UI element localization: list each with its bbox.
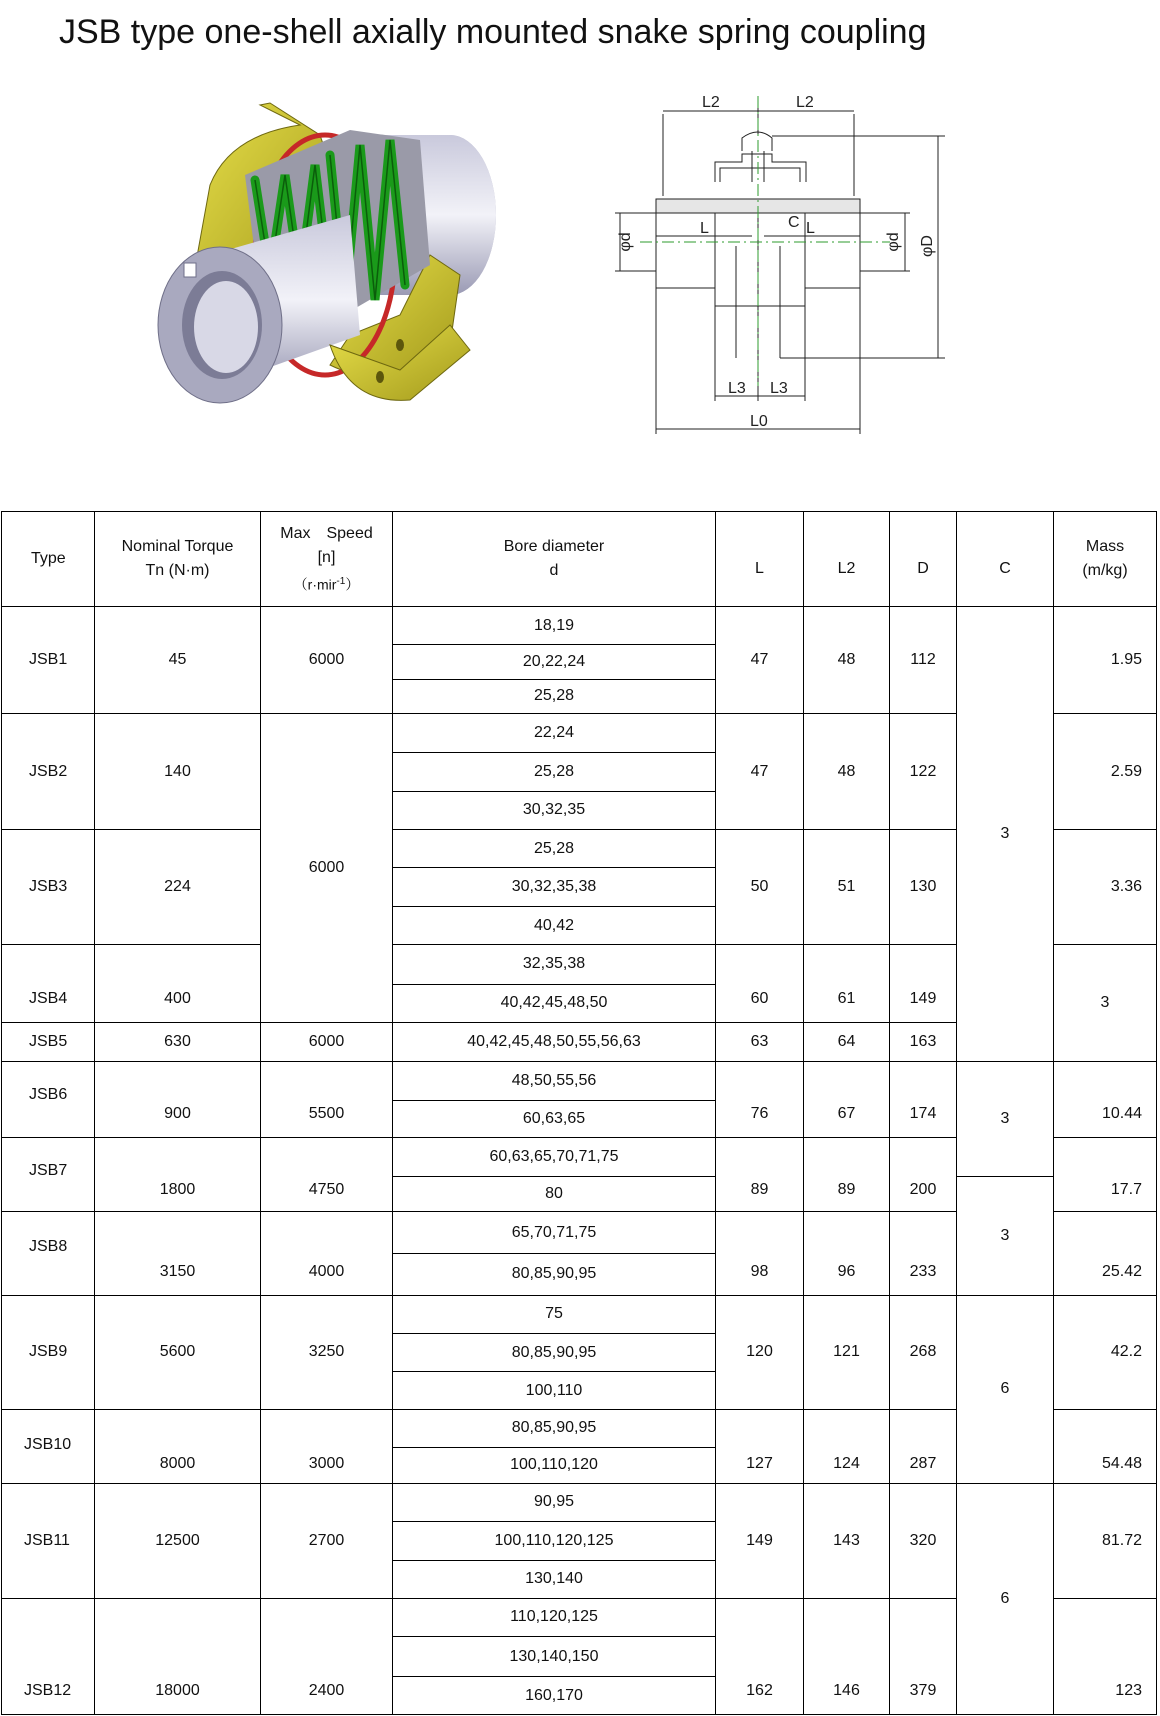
d-cell: 174 [890, 1062, 957, 1138]
mass-cell: 2.59 [1054, 713, 1157, 829]
bore-cell: 60,63,65,70,71,75 [393, 1138, 716, 1176]
d-cell: 268 [890, 1295, 957, 1409]
table-row [2, 1062, 1157, 1100]
table-row [2, 606, 1157, 644]
mass-cell: 17.7 [1054, 1138, 1157, 1212]
type-cell: JSB3 [2, 830, 95, 945]
l-cell: 47 [716, 606, 804, 713]
mass-cell: 3.36 [1054, 830, 1157, 945]
d-cell: 163 [890, 1023, 957, 1062]
speed-cell: 2400 [261, 1598, 393, 1714]
bore-cell: 25,28 [393, 679, 716, 713]
header-speed-unit: （r·mir [293, 576, 337, 593]
dim-label-l3-left: L3 [728, 380, 746, 397]
dim-label-c: C [788, 214, 800, 231]
bore-cell: 65,70,71,75 [393, 1211, 716, 1253]
torque-cell: 8000 [95, 1409, 261, 1483]
bore-cell: 30,32,35 [393, 791, 716, 829]
header-speed-unit-sup: -1 [336, 575, 346, 587]
c-cell: 6 [957, 1483, 1054, 1715]
l-cell: 63 [716, 1023, 804, 1062]
d-cell: 200 [890, 1138, 957, 1212]
l2-cell: 143 [804, 1483, 890, 1598]
bore-cell: 75 [393, 1295, 716, 1333]
l2-cell: 96 [804, 1211, 890, 1295]
mass-cell: 25.42 [1054, 1211, 1157, 1295]
bore-cell: 22,24 [393, 713, 716, 752]
bore-cell: 20,22,24 [393, 645, 716, 679]
header-bore-line2: d [549, 561, 559, 579]
dim-label-phi-d-right: φd [885, 232, 902, 252]
d-cell: 287 [890, 1409, 957, 1483]
l2-cell: 64 [804, 1023, 890, 1062]
l-cell: 50 [716, 830, 804, 945]
torque-cell: 224 [95, 830, 261, 945]
header-l: L [716, 512, 804, 607]
table-row [2, 1483, 1157, 1521]
type-cell: JSB9 [2, 1295, 95, 1409]
header-bore [393, 512, 716, 607]
type-cell: JSB2 [2, 713, 95, 829]
c-cell: 3 [957, 1176, 1054, 1295]
type-cell: JSB6 [2, 1062, 95, 1138]
bore-cell: 25,28 [393, 753, 716, 791]
c-cell: 3 [1054, 945, 1157, 1062]
header-speed-line1: Max Speed [280, 524, 373, 542]
bore-cell: 100,110,120,125 [393, 1521, 716, 1560]
bore-cell: 18,19 [393, 606, 716, 644]
header-mass-line2: (m/kg) [1082, 561, 1128, 579]
header-speed-line2: [n] [317, 548, 336, 566]
bore-cell: 100,110 [393, 1372, 716, 1409]
d-cell: 233 [890, 1211, 957, 1295]
speed-cell: 3250 [261, 1295, 393, 1409]
type-cell: JSB5 [2, 1023, 95, 1062]
speed-cell: 3000 [261, 1409, 393, 1483]
bore-cell: 130,140 [393, 1561, 716, 1598]
bore-cell: 160,170 [393, 1677, 716, 1715]
dim-label-l-left: L [700, 220, 709, 237]
dim-label-l-right: L [806, 220, 815, 237]
l2-cell: 48 [804, 713, 890, 829]
mass-cell: 10.44 [1054, 1062, 1157, 1138]
bore-cell: 110,120,125 [393, 1598, 716, 1636]
d-cell: 112 [890, 606, 957, 713]
bore-cell: 130,140,150 [393, 1637, 716, 1677]
c-cell: 3 [957, 1062, 1054, 1176]
bore-cell: 80 [393, 1176, 716, 1211]
l2-cell: 124 [804, 1409, 890, 1483]
page-title: JSB type one-shell axially mounted snake spring coupling [59, 13, 927, 51]
torque-cell: 12500 [95, 1483, 261, 1598]
l-cell: 127 [716, 1409, 804, 1483]
dim-label-l0: L0 [750, 413, 768, 430]
bore-cell: 40,42,45,48,50,55,56,63 [393, 1023, 716, 1062]
bore-cell: 25,28 [393, 830, 716, 868]
l2-cell: 67 [804, 1062, 890, 1138]
torque-cell: 3150 [95, 1211, 261, 1295]
bore-cell: 48,50,55,56 [393, 1062, 716, 1100]
mass-cell: 81.72 [1054, 1483, 1157, 1598]
header-type: Type [2, 512, 95, 607]
l-cell: 162 [716, 1598, 804, 1714]
torque-cell: 1800 [95, 1138, 261, 1212]
l2-cell: 89 [804, 1138, 890, 1212]
header-torque [95, 512, 261, 607]
header-mass [1054, 512, 1157, 607]
l2-cell: 48 [804, 606, 890, 713]
torque-cell: 140 [95, 713, 261, 829]
d-cell: 122 [890, 713, 957, 829]
l-cell: 98 [716, 1211, 804, 1295]
l-cell: 149 [716, 1483, 804, 1598]
speed-cell: 5500 [261, 1062, 393, 1138]
l-cell: 47 [716, 713, 804, 829]
speed-cell: 4750 [261, 1138, 393, 1212]
torque-cell: 5600 [95, 1295, 261, 1409]
d-cell: 379 [890, 1598, 957, 1714]
bore-cell: 40,42 [393, 906, 716, 944]
l2-cell: 61 [804, 945, 890, 1023]
mass-cell: 1.95 [1054, 606, 1157, 713]
type-cell: JSB8 [2, 1211, 95, 1295]
bore-cell: 100,110,120 [393, 1448, 716, 1483]
table-row [2, 1295, 1157, 1333]
l2-cell: 121 [804, 1295, 890, 1409]
torque-cell: 630 [95, 1023, 261, 1062]
header-l2: L2 [804, 512, 890, 607]
header-row [2, 512, 1157, 607]
header-speed-unit-close: ） [345, 576, 360, 593]
speed-cell: 4000 [261, 1211, 393, 1295]
dim-label-phi-d-left: φd [617, 232, 634, 252]
bore-cell: 80,85,90,95 [393, 1254, 716, 1295]
type-cell: JSB11 [2, 1483, 95, 1598]
speed-cell: 6000 [261, 1023, 393, 1062]
l-cell: 120 [716, 1295, 804, 1409]
header-speed [261, 512, 393, 607]
type-cell: JSB10 [2, 1409, 95, 1483]
dim-label-phi-D: φD [919, 235, 936, 257]
bore-cell: 80,85,90,95 [393, 1334, 716, 1372]
l-cell: 60 [716, 945, 804, 1023]
type-cell: JSB7 [2, 1138, 95, 1212]
c-cell: 3 [957, 606, 1054, 1061]
speed-cell: 2700 [261, 1483, 393, 1598]
d-cell: 320 [890, 1483, 957, 1598]
type-cell: JSB1 [2, 606, 95, 713]
l-cell: 76 [716, 1062, 804, 1138]
mass-cell: 54.48 [1054, 1409, 1157, 1483]
bore-cell: 30,32,35,38 [393, 868, 716, 906]
dim-label-l2-right: L2 [796, 94, 814, 111]
header-mass-line1: Mass [1085, 537, 1125, 555]
l-cell: 89 [716, 1138, 804, 1212]
torque-cell: 900 [95, 1062, 261, 1138]
bore-cell: 40,42,45,48,50 [393, 984, 716, 1022]
d-cell: 149 [890, 945, 957, 1023]
header-d: D [890, 512, 957, 607]
technical-drawing [617, 94, 1040, 486]
d-cell: 130 [890, 830, 957, 945]
header-torque-line2: Tn (N·m) [145, 561, 210, 579]
dim-label-l3-right: L3 [770, 380, 788, 397]
header-bore-line1: Bore diameter [503, 537, 605, 555]
type-cell: JSB12 [2, 1598, 95, 1714]
spec-table [1, 511, 1157, 1715]
l2-cell: 146 [804, 1598, 890, 1714]
speed-cell: 6000 [261, 713, 393, 1022]
coupling-illustration [150, 105, 550, 415]
speed-cell: 6000 [261, 606, 393, 713]
bore-cell: 32,35,38 [393, 945, 716, 984]
torque-cell: 400 [95, 945, 261, 1023]
type-cell: JSB4 [2, 945, 95, 1023]
c-cell: 6 [957, 1295, 1054, 1483]
header-c: C [957, 512, 1054, 607]
mass-cell: 123 [1054, 1598, 1157, 1714]
bore-cell: 60,63,65 [393, 1100, 716, 1137]
bore-cell: 80,85,90,95 [393, 1409, 716, 1447]
torque-cell: 18000 [95, 1598, 261, 1714]
dim-label-l2-left: L2 [702, 94, 720, 111]
mass-cell: 42.2 [1054, 1295, 1157, 1409]
bore-cell: 90,95 [393, 1483, 716, 1521]
l2-cell: 51 [804, 830, 890, 945]
header-torque-line1: Nominal Torque [121, 537, 234, 555]
torque-cell: 45 [95, 606, 261, 713]
